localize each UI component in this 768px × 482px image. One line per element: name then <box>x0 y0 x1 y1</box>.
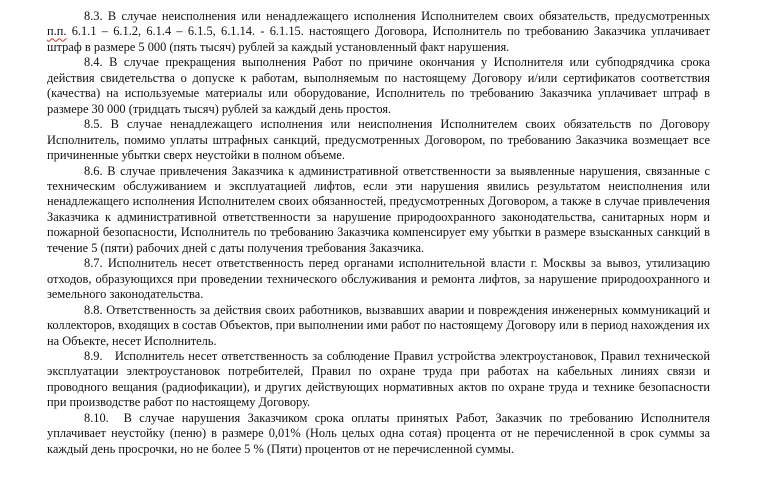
clause-text-part: 6.1.1 – 6.1.2, 6.1.4 – 6.1.5, 6.1.14. - 6.1.15. настоящего Договора, Исполнитель по требованию Заказчика уплачивает штраф в размере 5 000 (пять тысяч) рублей за каждый установленный факт нарушения. <box>47 24 710 54</box>
clause-text-part: В случае неисполнения или ненадлежащего исполнения Исполнителем своих обязательств, предусмотренных <box>102 9 710 23</box>
clause-number: 8.5. <box>84 117 103 132</box>
clause-text: В случае привлечения Заказчика к административной ответственности за выявленные нарушения, связанные с техническим обслуживанием и эксплуатацией лифтов, если эти нарушения явились результатом неисполнения или ненадлежащего исполнения Исполнителем своих обязанностей, предусмотренных Договором, а также в случае привлечения Заказчика к административной ответственности за нарушение природоохранного законодательства, санитарных норм и пожарной безопасности, Исполнитель по требованию Заказчика компенсирует ему убытки в размере взысканных санкций в течение 5 (пяти) рабочих дней с даты получения требования Заказчика. <box>47 163 710 255</box>
clause-8-3 <box>47 9 710 55</box>
spellcheck-marked-text: п.п. <box>47 24 67 39</box>
clause-text: Исполнитель несет ответственность перед органами исполнительной власти г. Москвы за вывоз, утилизацию отходов, образующихся при проведении технического обслуживания и ремонта лифтов, за нарушение природоохранного и земельного законодательства. <box>47 256 710 302</box>
clause-number: 8.4. <box>84 55 103 70</box>
clause-8-9 <box>47 348 714 411</box>
clause-number: 8.9. <box>84 348 103 363</box>
clause-8-4 <box>47 55 710 117</box>
clause-8-6 <box>47 164 710 257</box>
clause-8-5 <box>47 117 710 163</box>
clause-number: 8.3. <box>84 9 103 23</box>
clause-text: В случае ненадлежащего исполнения или неисполнения Исполнителем своих обязательств по Договору Исполнитель, помимо уплаты штрафных санкций, предусмотренных Договором, по требованию Заказчика возмещает все причиненные убытки сверх неустойки в полном объеме. <box>47 117 710 163</box>
clause-number: 8.6. <box>84 163 103 178</box>
clause-number: 8.7. <box>84 256 103 271</box>
clause-8-8 <box>47 303 710 349</box>
clause-text: Ответственность за действия своих работников, вызвавших аварии и повреждения инженерных коммуникаций и коллекторов, входящих в состав Объектов, при выполнении ими работ по настоящему Договору или в период нахождения их на Объекте, несет Исполнитель. <box>47 302 710 348</box>
clause-8-10 <box>47 410 714 457</box>
clause-8-7 <box>47 256 710 302</box>
clause-text: В случае нарушения Заказчиком срока оплаты принятых Работ, Заказчик по требованию Исполнителя уплачивает неустойку (пеню) в размере 0,01% (Ноль целых одна сотая) процента от не перечисленной в срок суммы за каждый день просрочки, но не более 5 % (Пяти) процентов от не перечисленной суммы. <box>47 410 714 456</box>
clause-number: 8.10. <box>84 410 109 425</box>
clause-text: Исполнитель несет ответственность за соблюдение Правил устройства электроустановок, Правил технической эксплуатации электроустановок потребителей, Правил по охране труда при работах на кабельных линиях связи и проводного вещания (радиофикации), и других действующих нормативных актов по охране труда и технике безопасности при производстве работ по настоящему Договору. <box>47 348 714 410</box>
clause-text: В случае прекращения выполнения Работ по причине окончания у Исполнителя или субподрядчика срока действия свидетельства о допуске к работам, выполняемым по настоящему Договору и/или сертификатов соответствия (качества) на используемые материалы или оборудование, Исполнитель по требованию Заказчика уплачивает штраф в размере 30 000 (тридцать тысяч) рублей за каждый день простоя. <box>47 55 710 116</box>
clause-number: 8.8. <box>84 302 103 317</box>
